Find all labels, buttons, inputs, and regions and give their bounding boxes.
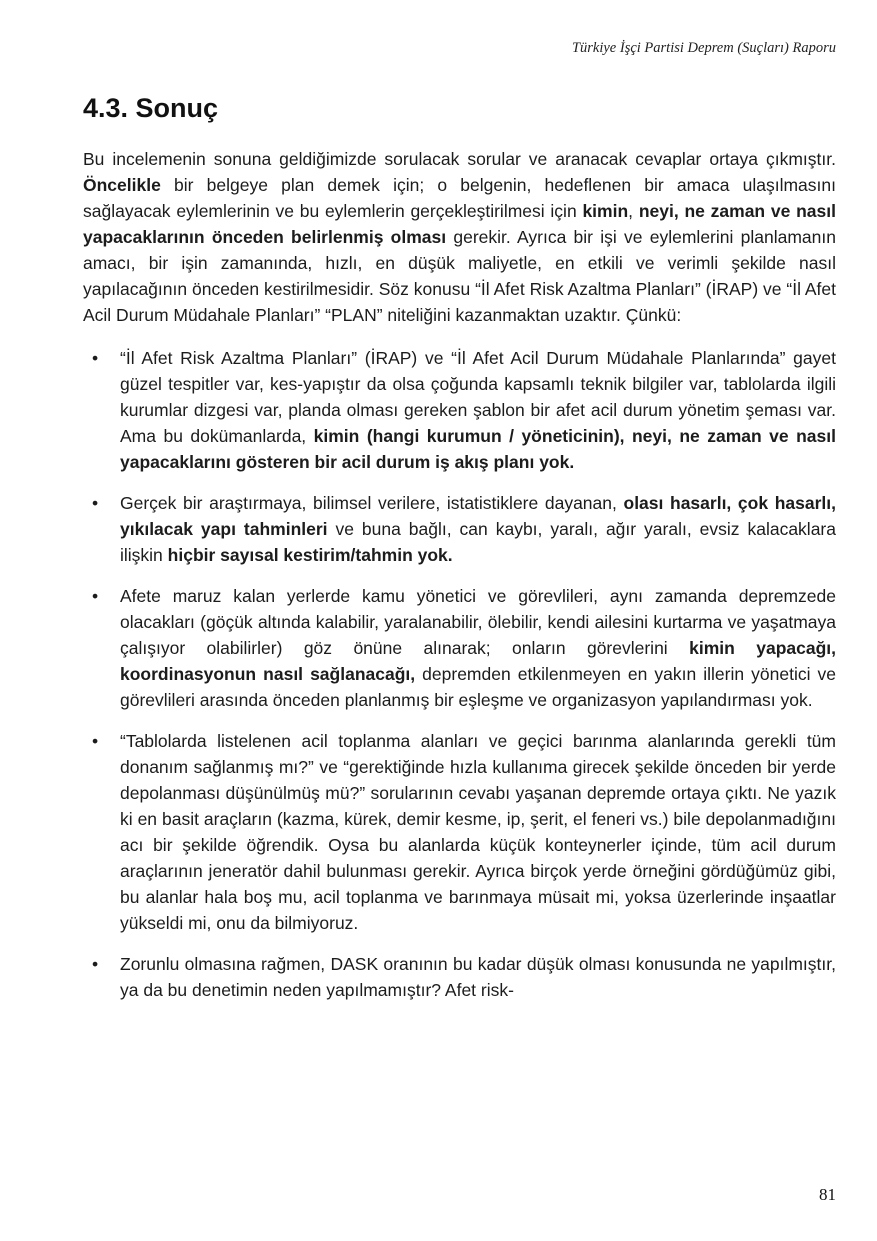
page-number: 81 xyxy=(819,1185,836,1204)
section-heading: 4.3. Sonuç xyxy=(83,93,219,123)
bullet-marker: • xyxy=(92,348,99,368)
list-item xyxy=(83,951,836,1003)
bullet-text: “Tablolarda listelenen acil toplanma alanları ve geçici barınma alanlarında gerekli tüm donanım sağlanmış mı?” ve “gerektiğinde hızla kullanıma girecek şekilde önceden bir yerde depolanması düşünülmüş mü?” sorularının cevabı yaşanan depremde ortaya çıktı. Ne yazık ki en basit araçların (kazma, kürek, demir kesme, ip, şerit, el feneri vs.) bile depolanmadığını acı bir şekilde öğrendik. Oysa bu alanlarda küçük konteynerler içinde, tüm acil durum araçlarının jeneratör dahil bulunması gerekir. Ayrıca birçok yerde örneğini gördüğümüz gibi, bu alanlar hala boş mu, acil toplanma ve barınmaya müsait mi, yoksa üzerlerinde inşaatlar yükseldi mi, onu da bilmiyoruz. xyxy=(120,731,836,933)
bullet-marker: • xyxy=(92,954,99,974)
running-header: Türkiye İşçi Partisi Deprem (Suçları) Raporu xyxy=(571,40,836,56)
list-item xyxy=(83,345,836,475)
bullet-text: “İl Afet Risk Azaltma Planları” (İRAP) ve “İl Afet Acil Durum Müdahale Planlarında” gayet güzel tespitler var, kes-yapıştır da olsa çoğunda kapsamlı teknik bilgiler var, tablolarda ilgili kurumlar dizgesi var, planda olması gereken şablon bir afet acil durum yönetim şeması var. Ama bu dokümanlarda, kimin (hangi kurumun / yöneticinin), neyi, ne zaman ve nasıl yapacaklarını gösteren bir acil durum iş akış planı yok. xyxy=(120,348,836,472)
bullet-marker: • xyxy=(92,586,99,606)
bullet-marker: • xyxy=(92,731,99,751)
list-item xyxy=(83,490,836,568)
bullet-text: Zorunlu olmasına rağmen, DASK oranının bu kadar düşük olması konusunda ne yapılmıştır, ya da bu denetimin neden yapılmamıştır? Afet risk- xyxy=(120,954,836,1000)
list-item xyxy=(83,728,836,936)
bullet-marker: • xyxy=(92,493,99,513)
list-item xyxy=(83,583,836,713)
bullet-text: Gerçek bir araştırmaya, bilimsel verilere, istatistiklere dayanan, olası hasarlı, çok hasarlı, yıkılacak yapı tahminleri ve buna bağlı, can kaybı, yaralı, ağır yaralı, evsiz kalacaklara ilişkin hiçbir sayısal kestirim/tahmin yok. xyxy=(120,493,836,565)
intro-paragraph: Bu incelemenin sonuna geldiğimizde sorulacak sorular ve aranacak cevaplar ortaya çıkmıştır. Öncelikle bir belgeye plan demek için; o belgenin, hedeflenen bir amaca ulaşılmasını sağlayacak eylemlerinin ve bu eylemlerin gerçekleştirilmesi için kimin, neyi, ne zaman ve nasıl yapacaklarının önceden belirlenmiş olması gerekir. Ayrıca bir işi ve eylemlerini planlamanın amacı, bir işin zamanında, hızlı, en düşük maliyetle, en etkili ve verimli şekilde nasıl yapılacağının önceden kestirilmesidir. Söz konusu “İl Afet Risk Azaltma Planları” (İRAP) ve “İl Afet Acil Durum Müdahale Planları” “PLAN” niteliğini kazanmaktan uzaktır. Çünkü: xyxy=(83,149,836,325)
bullet-list xyxy=(83,345,836,1003)
bullet-text: Afete maruz kalan yerlerde kamu yönetici ve görevlileri, aynı zamanda depremzede olacakları (göçük altında kalabilir, yaralanabilir, ölebilir, kendi ailesini kurtarma ve yaşatmaya çalışıyor olabilirler) göz önüne alınarak; onların görevlerini kimin yapacağı, koordinasyonun nasıl sağlanacağı, depremden etkilenmeyen en yakın illerin yönetici ve görevlileri arasında önceden planlanmış bir eşleşme ve organizasyon yapılandırması yok. xyxy=(120,586,837,710)
